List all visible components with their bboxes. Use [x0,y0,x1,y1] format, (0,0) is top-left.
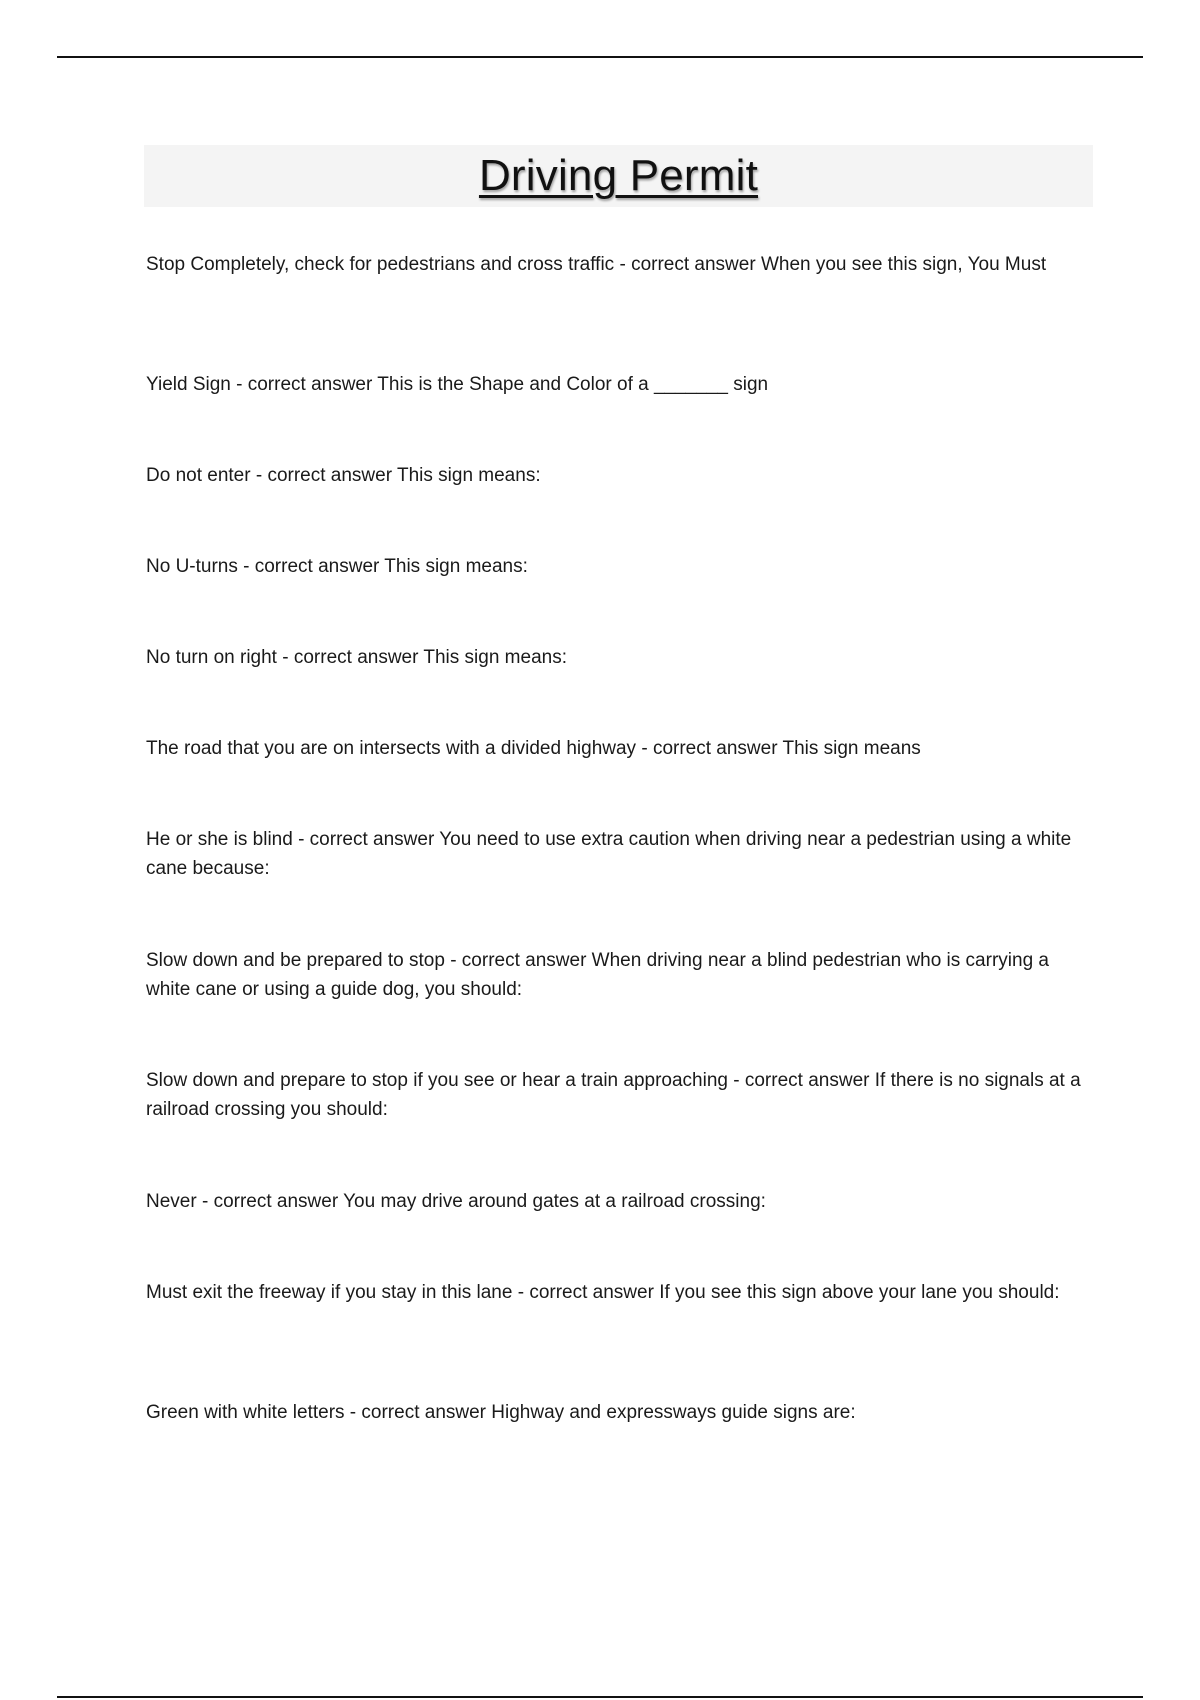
qa-item-7: He or she is blind - correct answer You need to use extra caution when driving near a pedestrian using a white cane because: [146,829,1072,879]
qa-item-12: Green with white letters - correct answer Highway and expressways guide signs are: [146,1402,856,1423]
qa-item-4: No U-turns - correct answer This sign means: [146,556,528,577]
bottom-divider [57,1696,1143,1698]
document-title: Driving Permit [478,151,759,200]
top-divider [57,56,1143,58]
qa-item-8: Slow down and be prepared to stop - correct answer When driving near a blind pedestrian who is carrying a white cane or using a guide dog, you should: [146,950,1049,1000]
qa-item-10: Never - correct answer You may drive around gates at a railroad crossing: [146,1191,766,1212]
qa-item-6: The road that you are on intersects with a divided highway - correct answer This sign means [146,738,921,759]
qa-item-2: Yield Sign - correct answer This is the Shape and Color of a _______ sign [146,374,769,395]
qa-item-11: Must exit the freeway if you stay in this lane - correct answer If you see this sign above your lane you should: [146,1282,1060,1303]
qa-item-5: No turn on right - correct answer This sign means: [146,647,567,668]
qa-item-1: Stop Completely, check for pedestrians and cross traffic - correct answer When you see this sign, You Must [146,254,1047,275]
qa-item-9: Slow down and prepare to stop if you see or hear a train approaching - correct answer If there is no signals at a railroad crossing you should: [146,1070,1081,1120]
title-banner [144,145,1093,207]
qa-item-3: Do not enter - correct answer This sign means: [146,465,541,486]
